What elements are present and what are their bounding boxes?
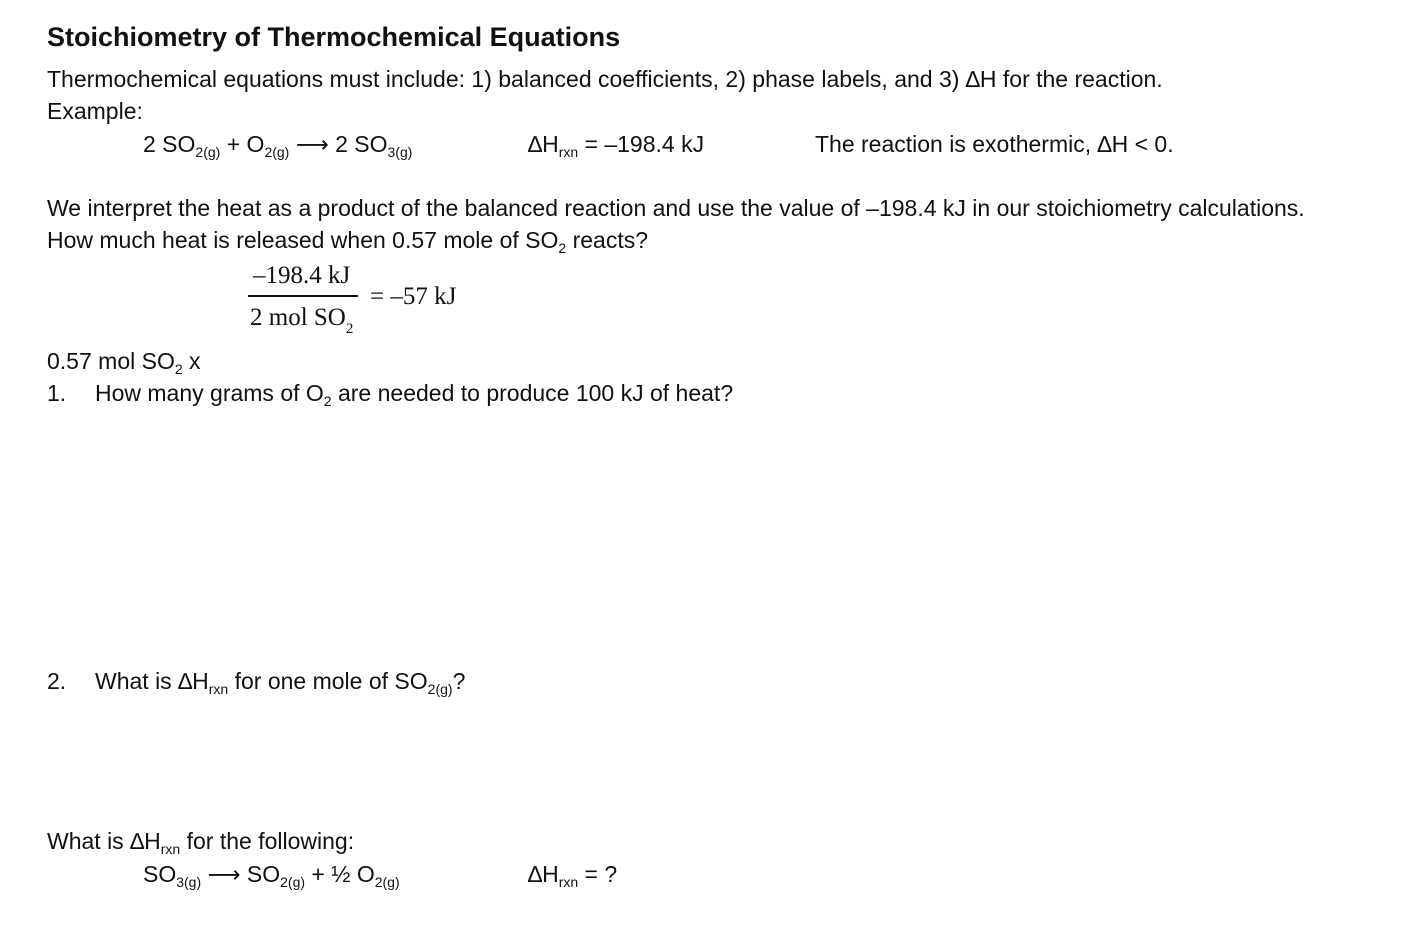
eq-subscript: 2(g) bbox=[374, 874, 400, 890]
question-text: What is ∆H bbox=[95, 668, 209, 694]
example-enthalpy bbox=[528, 131, 704, 159]
decomposition-equation bbox=[143, 861, 400, 889]
question-text: What is ∆H bbox=[47, 828, 161, 854]
eq-term: + ½ O bbox=[305, 861, 375, 887]
eq-subscript: 2(g) bbox=[280, 874, 306, 890]
question-text-end: are needed to produce 100 kJ of heat? bbox=[331, 380, 734, 406]
fraction-denominator bbox=[250, 303, 354, 337]
question-text-end: reacts? bbox=[566, 227, 649, 253]
eq-subscript: 2(g) bbox=[195, 144, 221, 160]
delta-h-value: = –198.4 kJ bbox=[578, 131, 705, 157]
work-line bbox=[47, 348, 201, 376]
delta-h-label: ∆H bbox=[528, 131, 559, 157]
eq-term: ⟶ 2 SO bbox=[289, 131, 388, 157]
question-1 bbox=[47, 380, 733, 408]
page-title: Stoichiometry of Thermochemical Equations bbox=[47, 22, 621, 52]
eq-term: ⟶ SO bbox=[201, 861, 281, 887]
work-text: 0.57 mol SO bbox=[47, 348, 175, 374]
eq-subscript: 3(g) bbox=[176, 874, 202, 890]
denominator-subscript: 2 bbox=[345, 321, 354, 337]
question-number: 1. bbox=[47, 380, 67, 406]
eq-term: 2 SO bbox=[143, 131, 196, 157]
exothermic-note: The reaction is exothermic, ∆H < 0. bbox=[815, 131, 1174, 157]
rxn-subscript: rxn bbox=[208, 681, 229, 697]
question-text-mid: for one mole of SO bbox=[228, 668, 428, 694]
example-label: Example: bbox=[47, 98, 143, 124]
question-mark: ? bbox=[452, 668, 466, 694]
question-subscript: 2 bbox=[323, 393, 332, 409]
eq-term: SO bbox=[143, 861, 177, 887]
question-3 bbox=[47, 828, 354, 856]
rxn-subscript: rxn bbox=[558, 144, 579, 160]
interpret-text: We interpret the heat as a product of the balanced reaction and use the value of –198.4 kJ in our stoichiometry calculations. bbox=[47, 195, 1305, 221]
eq-subscript: 2(g) bbox=[264, 144, 290, 160]
question-text-end: for the following: bbox=[180, 828, 355, 854]
example-equation bbox=[143, 131, 412, 159]
work-subscript: 2 bbox=[174, 361, 183, 377]
question-text: How many grams of O bbox=[95, 380, 324, 406]
question-2 bbox=[47, 668, 465, 696]
question-text: How much heat is released when 0.57 mole of SO bbox=[47, 227, 559, 253]
question-subscript: 2 bbox=[558, 240, 567, 256]
denominator-text: 2 mol SO bbox=[250, 304, 346, 331]
heat-question bbox=[47, 227, 648, 255]
fraction-numerator: –198.4 kJ bbox=[253, 262, 351, 289]
work-text-end: x bbox=[182, 348, 201, 374]
delta-h-value: = ? bbox=[578, 861, 618, 887]
decomposition-enthalpy bbox=[528, 861, 617, 889]
delta-h-label: ∆H bbox=[528, 861, 559, 887]
question-number: 2. bbox=[47, 668, 67, 694]
rxn-subscript: rxn bbox=[558, 874, 579, 890]
fraction-result: = –57 kJ bbox=[370, 283, 457, 310]
eq-subscript: 3(g) bbox=[387, 144, 413, 160]
fraction-bar bbox=[248, 295, 358, 297]
intro-text: Thermochemical equations must include: 1) balanced coefficients, 2) phase labels, and 3) ∆H for the reaction. bbox=[47, 66, 1163, 92]
eq-term: + O bbox=[220, 131, 265, 157]
phase-subscript: 2(g) bbox=[427, 681, 453, 697]
rxn-subscript: rxn bbox=[160, 841, 181, 857]
